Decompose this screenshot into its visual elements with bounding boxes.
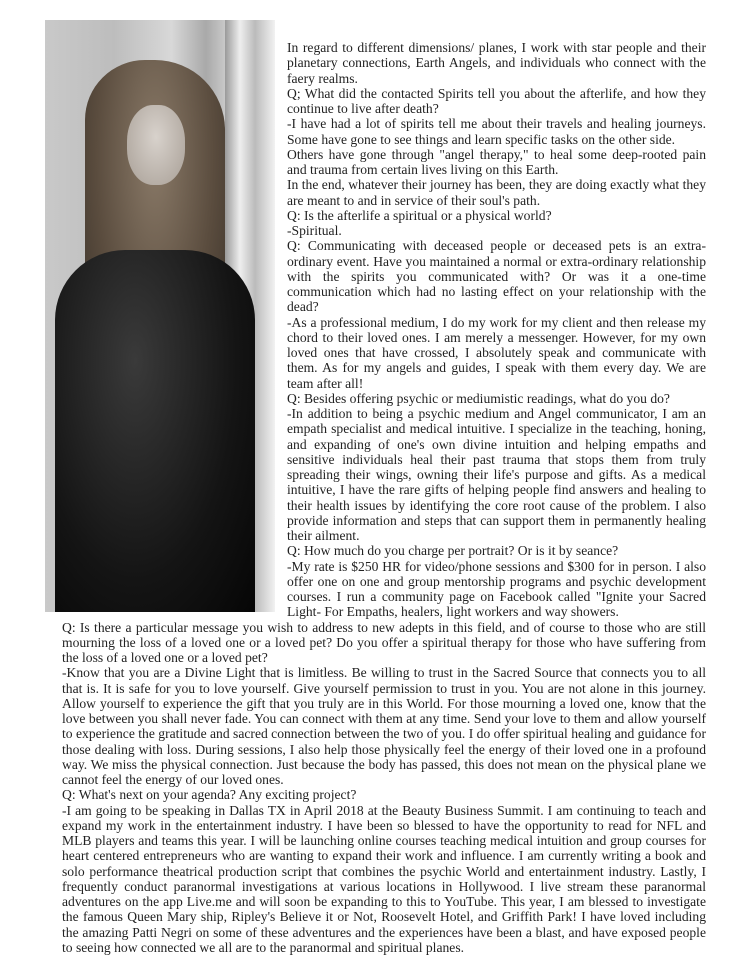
question: Q: Besides offering psychic or mediumistic readings, what do you do? — [62, 391, 706, 406]
leather-jacket — [55, 250, 255, 612]
question: Q: Communicating with deceased people or deceased pets is an extra-ordinary event. Have you maintained a normal or extra-ordinary relationship with the spirits you communicated with? Or was it a one-time communication which had no lasting effect on your relationship with the dead? — [62, 238, 706, 314]
answer: -I am going to be speaking in Dallas TX in April 2018 at the Beauty Business Summit. I am continuing to teach and expand my work in the entertainment industry. I have been so blessed to have the opportunity to read for NFL and MLB players and teams this year. I will be launching online courses teaching medical intuition and group courses for heart centered entrepreneurs who are wanting to expand their work and influence. I am currently writing a book and solo performance theatrical production script that combines the psychic World and entertainment industry. Lastly, I frequently conduct paranormal investigations at various locations in Hollywood. I live stream these paranormal adventures on the app Live.me and will soon be expanding to this to YouTube. This year, I am blessed to investigate the famous Queen Mary ship, Ripley's Believe it or Not, Roosevelt Hotel, and Griffith Park! I have loved including the amazing Patti Negri on some of these adventures and the experiences have been a blast, and have exposed people to seeing how connected we all are to the paranormal and spiritual planes. — [62, 803, 706, 955]
answer: -I have had a lot of spirits tell me about their travels and healing journeys. Some have gone to see things and learn specific tasks on the other side. — [62, 116, 706, 147]
answer: -In addition to being a psychic medium and Angel communicator, I am an empath specialist and medical intuitive. I specialize in the teaching, honing, and expanding of one's own divine intuition and helping empaths and sensitive individuals heal their past trauma that stops them from truly spreading their wings, owning their life's purpose and gifts. As a medical intuitive, I have the rare gifts of helping people find answers and healing to their health issues by identifying the core root cause of the problem. I also provide information and steps that can support them in permanently healing their ailment. — [62, 406, 706, 543]
answer: -My rate is $250 HR for video/phone sessions and $300 for in person. I also offer one on one and group mentorship programs and psychic development courses. I run a community page on Facebook called "Ignite your Sacred Light- For Empaths, healers, light workers and way showers. — [62, 559, 706, 620]
answer: -Know that you are a Divine Light that is limitless. Be willing to trust in the Sacred Source that connects you to all that is. It is safe for you to love yourself. Give yourself permission to trust in you. You are not alone in this journey. Allow yourself to experience the gift that you truly are in this World. For those mourning a loved one, know that the love between you shall never fade. You can connect with them at any time. Send your love to them and allow yourself to experience the gratitude and sacred connection between the two of you. I do offer spiritual healing and guidance for those dealing with loss. During sessions, I also help those physically feel the energy of their loved one in a profound way. We miss the physical connection. Just because the body has passed, this does not mean on the physical plane we cannot feel the energy of our loved ones. — [62, 665, 706, 787]
question: Q; What did the contacted Spirits tell you about the afterlife, and how they continue to live after death? — [62, 86, 706, 117]
question: Q: Is there a particular message you wish to address to new adepts in this field, and of course to those who are still mourning the loss of a loved one or a loved pet? Do you offer a spiritual therapy for those who have suffering from the loss of a loved one or a loved pet? — [62, 620, 706, 666]
article — [62, 40, 706, 955]
face — [127, 105, 185, 185]
portrait-photo — [45, 20, 275, 612]
answer: Others have gone through "angel therapy," to heal some deep-rooted pain and trauma from certain lives living on this Earth. — [62, 147, 706, 178]
answer: In the end, whatever their journey has been, they are doing exactly what they are meant to and in service of their soul's path. — [62, 177, 706, 208]
question: Q: What's next on your agenda? Any exciting project? — [62, 787, 706, 802]
question: Q: How much do you charge per portrait? Or is it by seance? — [62, 543, 706, 558]
question: Q: Is the afterlife a spiritual or a physical world? — [62, 208, 706, 223]
answer: -Spiritual. — [62, 223, 706, 238]
answer: -As a professional medium, I do my work for my client and then release my chord to their loved ones. I am merely a messenger. However, for my own loved ones that have crossed, I absolutely speak and communicate with them. As for my angels and guides, I speak with them every day. We are team after all! — [62, 315, 706, 391]
paragraph: In regard to different dimensions/ planes, I work with star people and their planetary connections, Earth Angels, and individuals who connect with the faery realms. — [62, 40, 706, 86]
